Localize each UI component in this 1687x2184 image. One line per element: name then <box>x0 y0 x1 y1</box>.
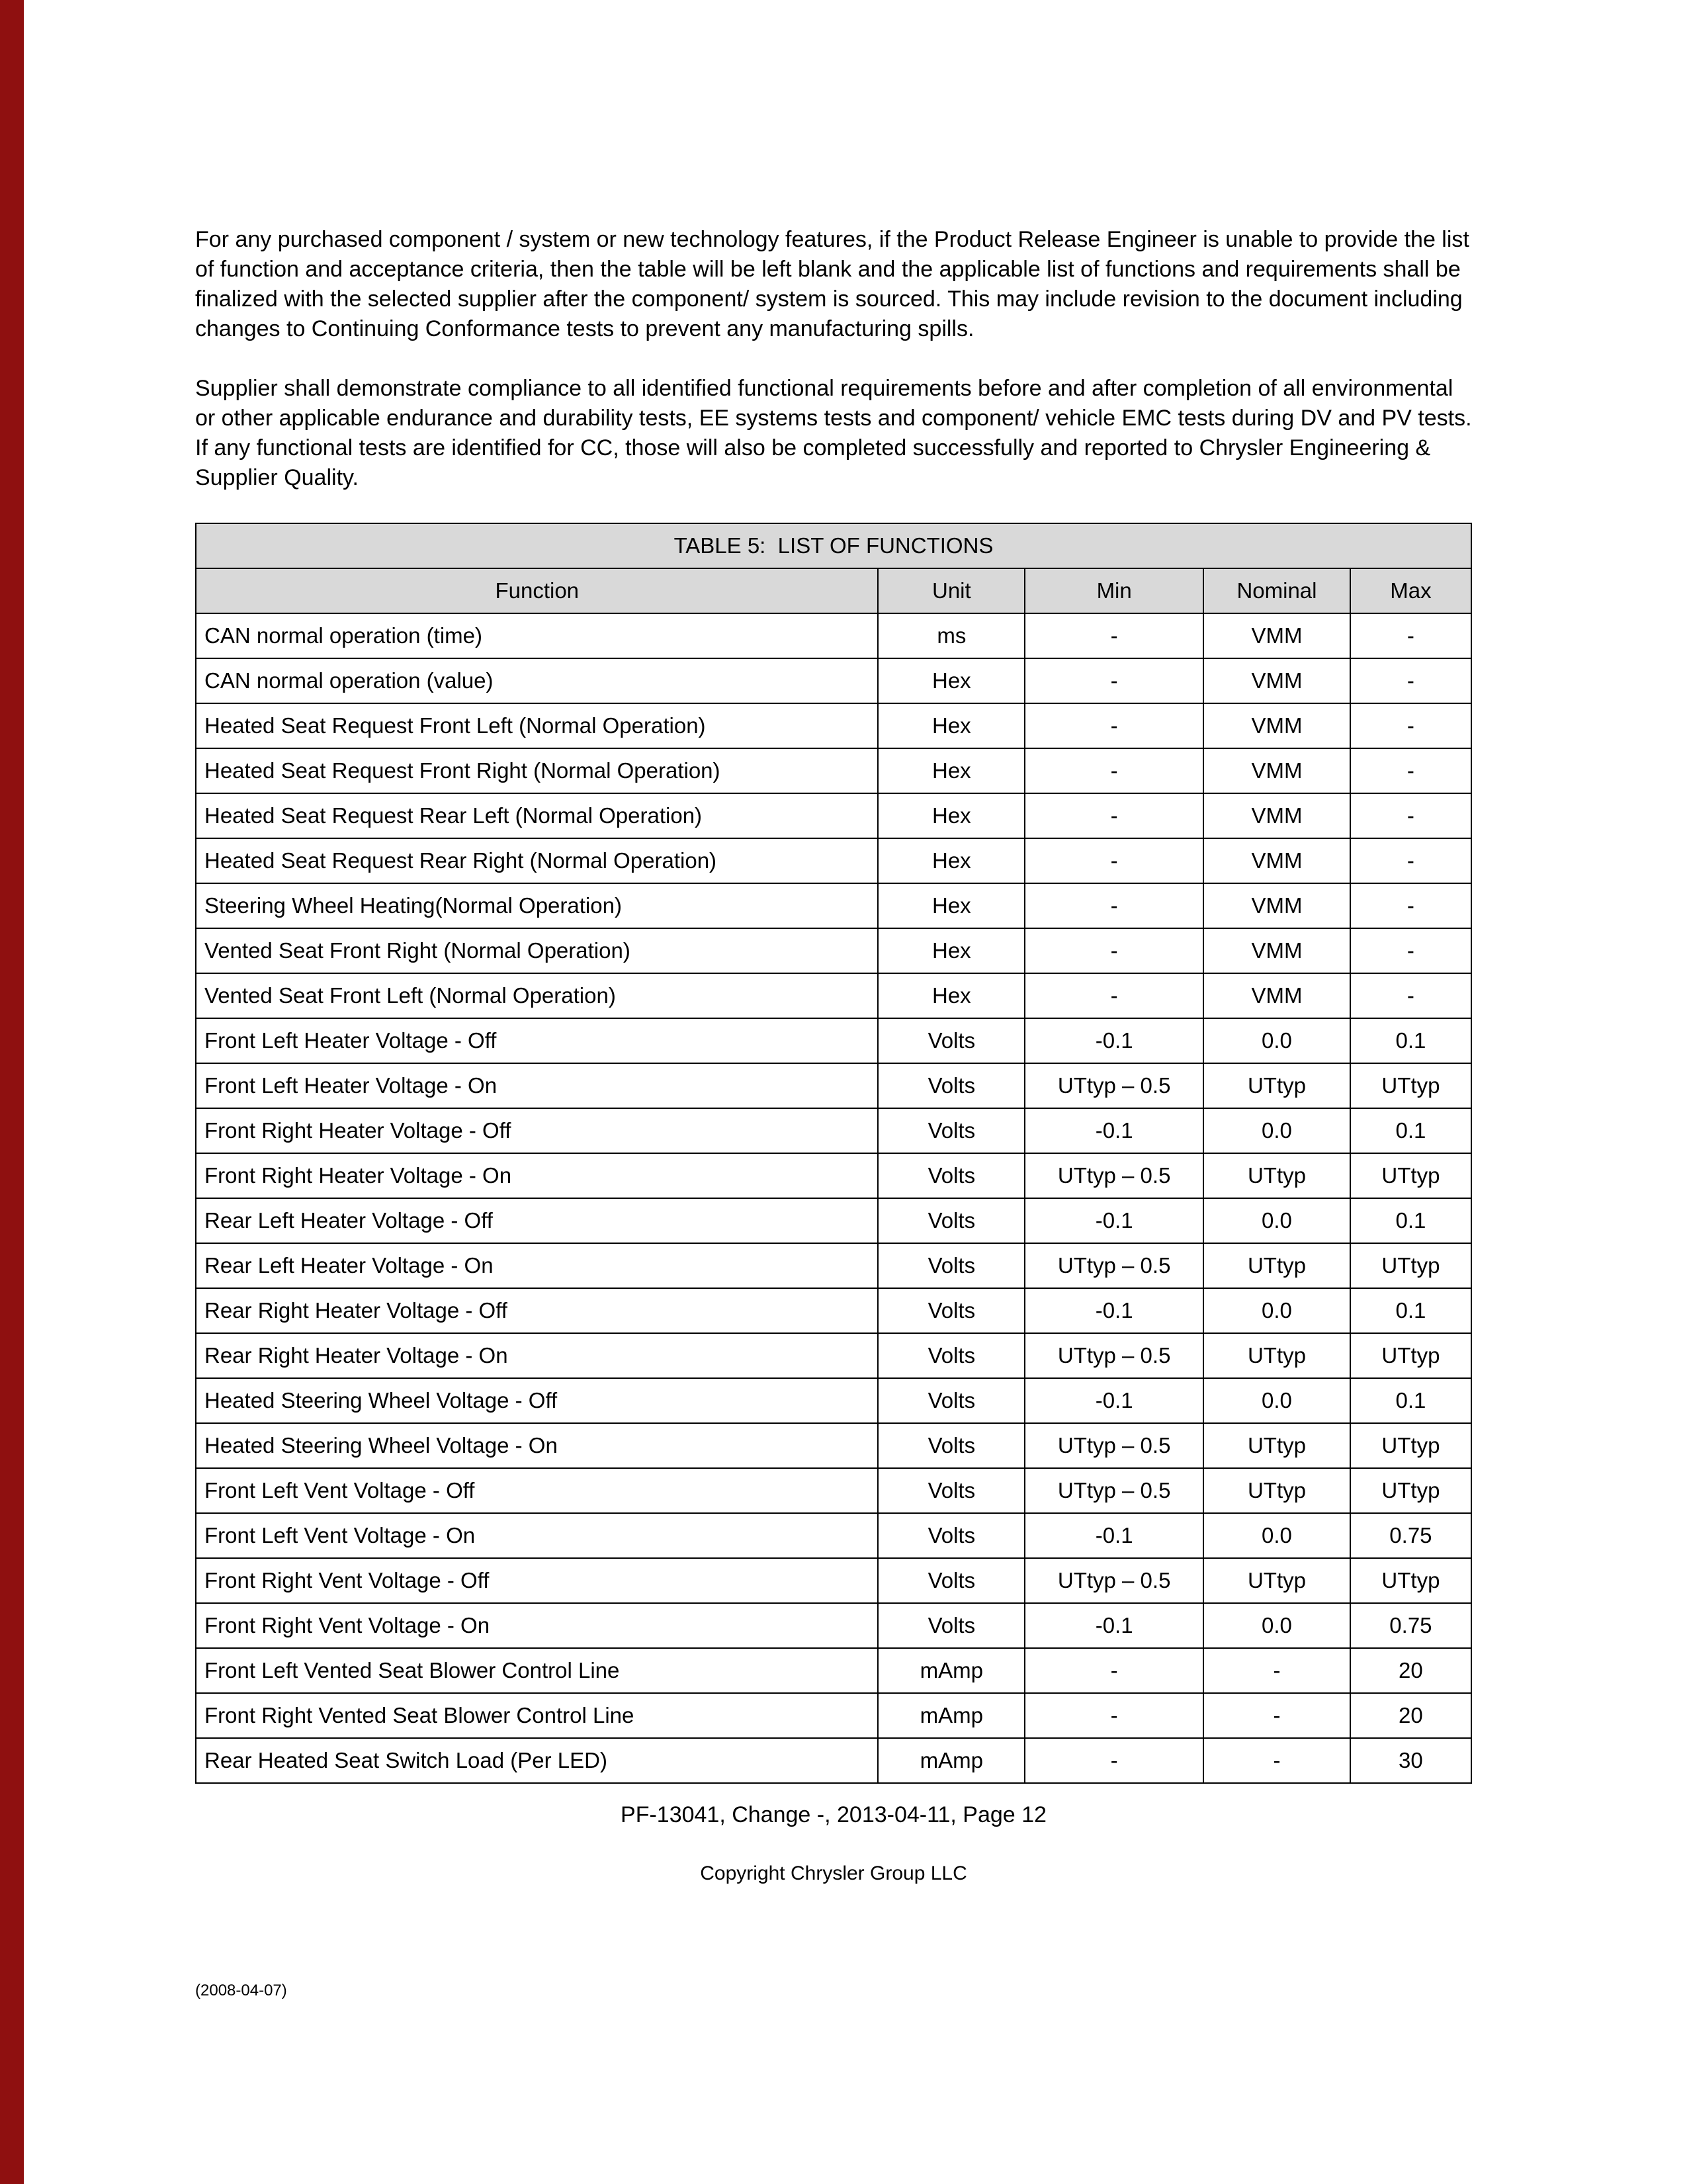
table-cell: CAN normal operation (value) <box>196 658 878 703</box>
table-cell: Hex <box>878 928 1025 973</box>
table-row <box>196 1018 1471 1063</box>
table-cell: -0.1 <box>1025 1108 1203 1153</box>
table-cell: - <box>1025 883 1203 928</box>
table-cell: - <box>1350 838 1471 883</box>
table-cell: - <box>1350 883 1471 928</box>
table-cell: Volts <box>878 1108 1025 1153</box>
table-cell: Heated Steering Wheel Voltage - Off <box>196 1378 878 1423</box>
table-cell: mAmp <box>878 1738 1025 1783</box>
table-cell: Hex <box>878 793 1025 838</box>
table-cell: VMM <box>1203 703 1350 748</box>
table-cell: UTtyp – 0.5 <box>1025 1423 1203 1468</box>
table-cell: -0.1 <box>1025 1288 1203 1333</box>
table-cell: Vented Seat Front Right (Normal Operation) <box>196 928 878 973</box>
table-row <box>196 1333 1471 1378</box>
table-cell: UTtyp <box>1350 1468 1471 1513</box>
table-cell: UTtyp <box>1203 1558 1350 1603</box>
table-row <box>196 1558 1471 1603</box>
paragraph-purchased-component: For any purchased component / system or new technology features, if the Product Release Engineer is unable to provide the list of function and acceptance criteria, then the table will be left blank and the applicable list of functions and requirements shall be finalized with the selected supplier after the component/ system is sourced. This may include revision to the document including changes to Continuing Conformance tests to prevent any manufacturing spills. <box>195 227 1469 341</box>
table-cell: UTtyp <box>1350 1423 1471 1468</box>
table-row <box>196 1108 1471 1153</box>
table-row <box>196 1288 1471 1333</box>
functions-table <box>195 523 1472 1784</box>
table-cell: - <box>1025 838 1203 883</box>
table-row <box>196 1693 1471 1738</box>
table-cell: VMM <box>1203 883 1350 928</box>
table-cell: 0.0 <box>1203 1108 1350 1153</box>
document-reference: PF-13041, Change -, 2013-04-11, Page 12 <box>621 1802 1047 1827</box>
table-cell: Volts <box>878 1423 1025 1468</box>
table-cell: - <box>1025 928 1203 973</box>
table-row <box>196 703 1471 748</box>
table-cell: 0.0 <box>1203 1288 1350 1333</box>
table-cell: Front Left Heater Voltage - On <box>196 1063 878 1108</box>
table-cell: Front Right Vented Seat Blower Control Line <box>196 1693 878 1738</box>
table-row <box>196 1738 1471 1783</box>
table-cell: UTtyp <box>1350 1333 1471 1378</box>
table-cell: Steering Wheel Heating(Normal Operation) <box>196 883 878 928</box>
table-cell: 20 <box>1350 1693 1471 1738</box>
table-cell: 20 <box>1350 1648 1471 1693</box>
table-row <box>196 1153 1471 1198</box>
left-edge-red-stripe <box>0 0 24 2184</box>
table-cell: mAmp <box>878 1693 1025 1738</box>
table-row <box>196 1378 1471 1423</box>
table-row <box>196 613 1471 658</box>
table-row <box>196 1423 1471 1468</box>
table-cell: - <box>1350 973 1471 1018</box>
table-cell: Rear Left Heater Voltage - Off <box>196 1198 878 1243</box>
table-cell: 0.1 <box>1350 1288 1471 1333</box>
table-cell: Front Left Heater Voltage - Off <box>196 1018 878 1063</box>
table-row <box>196 748 1471 793</box>
table-cell: 0.1 <box>1350 1018 1471 1063</box>
column-header-function: Function <box>196 568 878 613</box>
table-cell: UTtyp <box>1203 1423 1350 1468</box>
table-cell: UTtyp <box>1203 1063 1350 1108</box>
table-cell: - <box>1025 748 1203 793</box>
functions-table-body <box>196 613 1471 1783</box>
table-cell: - <box>1350 793 1471 838</box>
table-cell: CAN normal operation (time) <box>196 613 878 658</box>
table-cell: Volts <box>878 1378 1025 1423</box>
table-row <box>196 1603 1471 1648</box>
column-header-min: Min <box>1025 568 1203 613</box>
copyright-notice: Copyright Chrysler Group LLC <box>700 1862 967 1884</box>
table-cell: Rear Left Heater Voltage - On <box>196 1243 878 1288</box>
table-cell: -0.1 <box>1025 1018 1203 1063</box>
table-cell: -0.1 <box>1025 1378 1203 1423</box>
table-cell: - <box>1025 793 1203 838</box>
table-cell: Front Left Vent Voltage - Off <box>196 1468 878 1513</box>
table-cell: Front Left Vent Voltage - On <box>196 1513 878 1558</box>
table-cell: VMM <box>1203 838 1350 883</box>
table-cell: UTtyp – 0.5 <box>1025 1063 1203 1108</box>
table-title: TABLE 5: LIST OF FUNCTIONS <box>196 523 1471 568</box>
table-cell: Hex <box>878 838 1025 883</box>
functions-table-head <box>196 523 1471 613</box>
table-cell: Volts <box>878 1558 1025 1603</box>
table-row <box>196 1063 1471 1108</box>
table-cell: Rear Right Heater Voltage - Off <box>196 1288 878 1333</box>
table-cell: - <box>1025 1648 1203 1693</box>
table-cell: Front Right Heater Voltage - On <box>196 1153 878 1198</box>
form-date-note: (2008-04-07) <box>195 1982 287 1999</box>
table-cell: Heated Seat Request Front Left (Normal Operation) <box>196 703 878 748</box>
column-header-unit: Unit <box>878 568 1025 613</box>
table-cell: -0.1 <box>1025 1513 1203 1558</box>
table-cell: VMM <box>1203 928 1350 973</box>
table-cell: Volts <box>878 1333 1025 1378</box>
table-cell: VMM <box>1203 748 1350 793</box>
table-cell: Hex <box>878 973 1025 1018</box>
table-cell: Heated Steering Wheel Voltage - On <box>196 1423 878 1468</box>
table-row <box>196 928 1471 973</box>
table-cell: UTtyp – 0.5 <box>1025 1333 1203 1378</box>
table-cell: Heated Seat Request Rear Right (Normal Operation) <box>196 838 878 883</box>
table-cell: 0.75 <box>1350 1603 1471 1648</box>
table-cell: UTtyp <box>1203 1243 1350 1288</box>
table-row <box>196 793 1471 838</box>
table-cell: 0.1 <box>1350 1198 1471 1243</box>
table-cell: - <box>1025 1693 1203 1738</box>
table-cell: - <box>1025 703 1203 748</box>
table-cell: Rear Right Heater Voltage - On <box>196 1333 878 1378</box>
table-cell: Front Right Vent Voltage - Off <box>196 1558 878 1603</box>
table-cell: - <box>1350 703 1471 748</box>
table-cell: mAmp <box>878 1648 1025 1693</box>
table-cell: - <box>1203 1648 1350 1693</box>
column-header-nominal: Nominal <box>1203 568 1350 613</box>
table-row <box>196 1468 1471 1513</box>
table-title-row <box>196 523 1471 568</box>
table-cell: - <box>1203 1693 1350 1738</box>
table-cell: - <box>1025 658 1203 703</box>
table-cell: VMM <box>1203 613 1350 658</box>
table-cell: Volts <box>878 1018 1025 1063</box>
table-cell: UTtyp <box>1350 1558 1471 1603</box>
table-cell: -0.1 <box>1025 1198 1203 1243</box>
table-cell: Volts <box>878 1603 1025 1648</box>
table-cell: - <box>1203 1738 1350 1783</box>
table-cell: - <box>1350 613 1471 658</box>
table-row <box>196 973 1471 1018</box>
table-cell: - <box>1025 613 1203 658</box>
table-cell: UTtyp – 0.5 <box>1025 1153 1203 1198</box>
table-cell: Hex <box>878 703 1025 748</box>
table-cell: 0.0 <box>1203 1378 1350 1423</box>
table-cell: - <box>1350 748 1471 793</box>
table-cell: Volts <box>878 1198 1025 1243</box>
table-cell: UTtyp – 0.5 <box>1025 1468 1203 1513</box>
table-cell: UTtyp <box>1203 1468 1350 1513</box>
table-cell: VMM <box>1203 658 1350 703</box>
table-cell: 30 <box>1350 1738 1471 1783</box>
table-cell: UTtyp <box>1203 1333 1350 1378</box>
table-cell: Volts <box>878 1243 1025 1288</box>
table-cell: 0.0 <box>1203 1198 1350 1243</box>
table-cell: Volts <box>878 1063 1025 1108</box>
table-row <box>196 1198 1471 1243</box>
table-cell: Hex <box>878 748 1025 793</box>
table-cell: - <box>1025 973 1203 1018</box>
table-cell: Heated Seat Request Front Right (Normal Operation) <box>196 748 878 793</box>
table-cell: Hex <box>878 658 1025 703</box>
table-cell: Heated Seat Request Rear Left (Normal Operation) <box>196 793 878 838</box>
table-cell: 0.0 <box>1203 1513 1350 1558</box>
column-header-max: Max <box>1350 568 1471 613</box>
table-cell: VMM <box>1203 973 1350 1018</box>
table-cell: Hex <box>878 883 1025 928</box>
table-cell: VMM <box>1203 793 1350 838</box>
table-header-row <box>196 568 1471 613</box>
table-cell: Front Right Heater Voltage - Off <box>196 1108 878 1153</box>
table-cell: UTtyp <box>1203 1153 1350 1198</box>
table-row <box>196 658 1471 703</box>
table-cell: UTtyp <box>1350 1063 1471 1108</box>
table-cell: - <box>1350 928 1471 973</box>
table-cell: Volts <box>878 1153 1025 1198</box>
table-cell: Volts <box>878 1468 1025 1513</box>
table-cell: - <box>1350 658 1471 703</box>
table-cell: 0.1 <box>1350 1378 1471 1423</box>
table-cell: UTtyp – 0.5 <box>1025 1243 1203 1288</box>
table-row <box>196 1513 1471 1558</box>
page-content <box>195 225 1472 1885</box>
table-cell: Vented Seat Front Left (Normal Operation) <box>196 973 878 1018</box>
table-cell: - <box>1025 1738 1203 1783</box>
table-cell: 0.75 <box>1350 1513 1471 1558</box>
table-cell: Rear Heated Seat Switch Load (Per LED) <box>196 1738 878 1783</box>
paragraph-supplier-compliance: Supplier shall demonstrate compliance to all identified functional requirements before and after completion of all environmental or other applicable endurance and durability tests, EE systems tests and component/ vehicle EMC tests during DV and PV tests. If any functional tests are identified for CC, those will also be completed successfully and reported to Chrysler Engineering & Supplier Quality. <box>195 376 1472 490</box>
table-row <box>196 838 1471 883</box>
table-cell: 0.0 <box>1203 1018 1350 1063</box>
table-cell: ms <box>878 613 1025 658</box>
table-cell: UTtyp <box>1350 1153 1471 1198</box>
table-cell: UTtyp – 0.5 <box>1025 1558 1203 1603</box>
table-cell: UTtyp <box>1350 1243 1471 1288</box>
table-cell: Front Right Vent Voltage - On <box>196 1603 878 1648</box>
table-cell: Volts <box>878 1513 1025 1558</box>
table-cell: Volts <box>878 1288 1025 1333</box>
table-cell: 0.1 <box>1350 1108 1471 1153</box>
table-cell: Front Left Vented Seat Blower Control Line <box>196 1648 878 1693</box>
table-cell: -0.1 <box>1025 1603 1203 1648</box>
table-row <box>196 1648 1471 1693</box>
table-cell: 0.0 <box>1203 1603 1350 1648</box>
table-row <box>196 1243 1471 1288</box>
table-row <box>196 883 1471 928</box>
